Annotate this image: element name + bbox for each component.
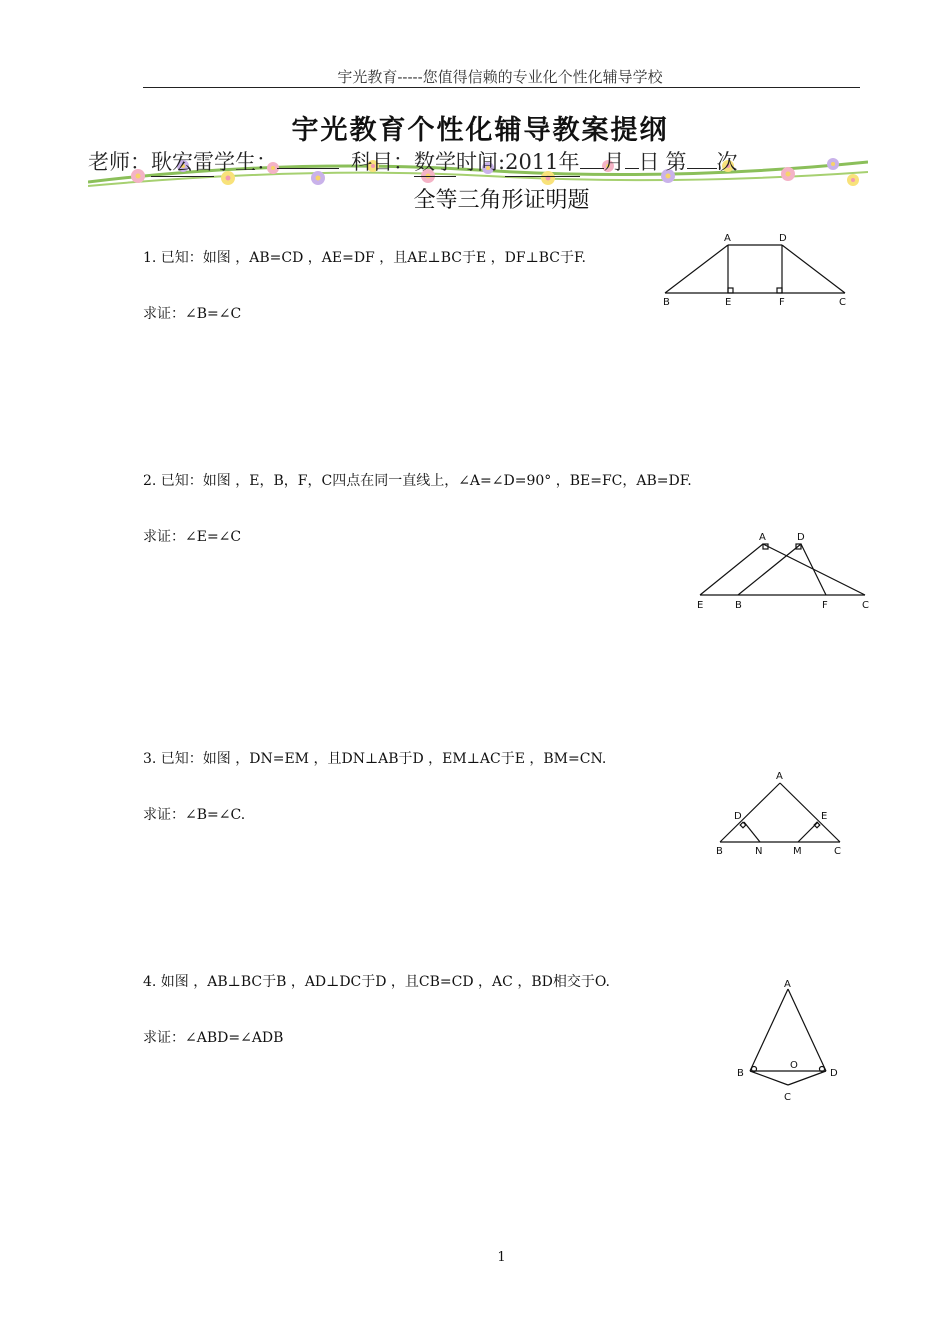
day-text: 日	[638, 150, 660, 174]
vertex-label-a: A	[759, 532, 766, 543]
header-rule	[143, 87, 860, 88]
document-title: 宇光教育个性化辅导教案提纲	[291, 115, 669, 146]
session-prefix: 第	[665, 150, 687, 174]
year-text: 2011年	[505, 146, 579, 177]
vertex-label-e: E	[697, 600, 704, 611]
vertex-label-b: B	[663, 297, 670, 308]
subject-label: 科目：	[351, 150, 414, 174]
month-blank	[580, 168, 604, 169]
worksheet-subtitle: 全等三角形证明题	[413, 188, 590, 213]
student-label: 学生：	[214, 150, 277, 174]
vertex-label-c: C	[834, 846, 841, 857]
page-header: 宇光教育-----您值得信赖的专业化个性化辅导学校	[337, 68, 663, 86]
vertex-label-f: F	[822, 600, 828, 611]
problem-1-figure	[655, 230, 855, 310]
problem-4-statement: 4. 如图 ，AB⊥BC于B ，AD⊥DC于D ，且CB=CD ，AC ，BD相交于O.	[143, 974, 610, 990]
page-number: 1	[497, 1250, 506, 1265]
vertex-label-e: E	[821, 811, 828, 822]
teacher-label: 老师：	[88, 150, 151, 174]
time-label: 时间:	[456, 150, 506, 174]
lesson-info-line	[88, 146, 738, 177]
problem-1-prove: 求证：∠B=∠C	[143, 306, 242, 322]
vertex-label-a: A	[784, 979, 791, 990]
vertex-label-d: D	[797, 532, 805, 543]
day-blank	[625, 168, 639, 169]
problem-4-figure	[730, 975, 850, 1110]
problem-4-prove: 求证：∠ABD=∠ADB	[143, 1030, 284, 1046]
session-suffix: 次	[716, 150, 738, 174]
problem-3-prove: 求证：∠B=∠C.	[143, 807, 246, 823]
vertex-label-d: D	[734, 811, 742, 822]
vertex-label-m: M	[793, 846, 802, 857]
teacher-name: 耿宏雷	[151, 146, 214, 177]
vertex-label-d: D	[830, 1068, 838, 1079]
vertex-label-c: C	[784, 1092, 791, 1103]
problem-2-statement: 2. 已知：如图 ，E，B，F，C四点在同一直线上，∠A=∠D=90° ，BE=FC，AB=DF.	[143, 473, 692, 489]
problem-1-statement: 1. 已知：如图 ，AB=CD ，AE=DF ，且AE⊥BC于E ，DF⊥BC于F.	[143, 250, 586, 266]
vertex-label-a: A	[776, 771, 783, 782]
vertex-label-o: O	[790, 1060, 798, 1071]
vertex-label-a: A	[724, 233, 731, 244]
month-text: 月	[603, 150, 625, 174]
problem-2-figure	[690, 525, 880, 615]
subject-value: 数学	[414, 146, 456, 177]
vertex-label-n: N	[755, 846, 763, 857]
vertex-label-b: B	[737, 1068, 744, 1079]
vertex-label-e: E	[725, 297, 732, 308]
problem-3-figure	[710, 765, 860, 860]
vertex-label-c: C	[839, 297, 846, 308]
problem-3-statement: 3. 已知：如图 ，DN=EM ，且DN⊥AB于D ，EM⊥AC于E ，BM=CN.	[143, 751, 607, 767]
vertex-label-c: C	[862, 600, 869, 611]
vertex-label-b: B	[735, 600, 742, 611]
session-blank	[687, 168, 717, 169]
vertex-label-f: F	[779, 297, 785, 308]
vertex-label-b: B	[716, 846, 723, 857]
problem-2-prove: 求证：∠E=∠C	[143, 529, 242, 545]
student-blank	[277, 168, 339, 169]
vertex-label-d: D	[779, 233, 787, 244]
